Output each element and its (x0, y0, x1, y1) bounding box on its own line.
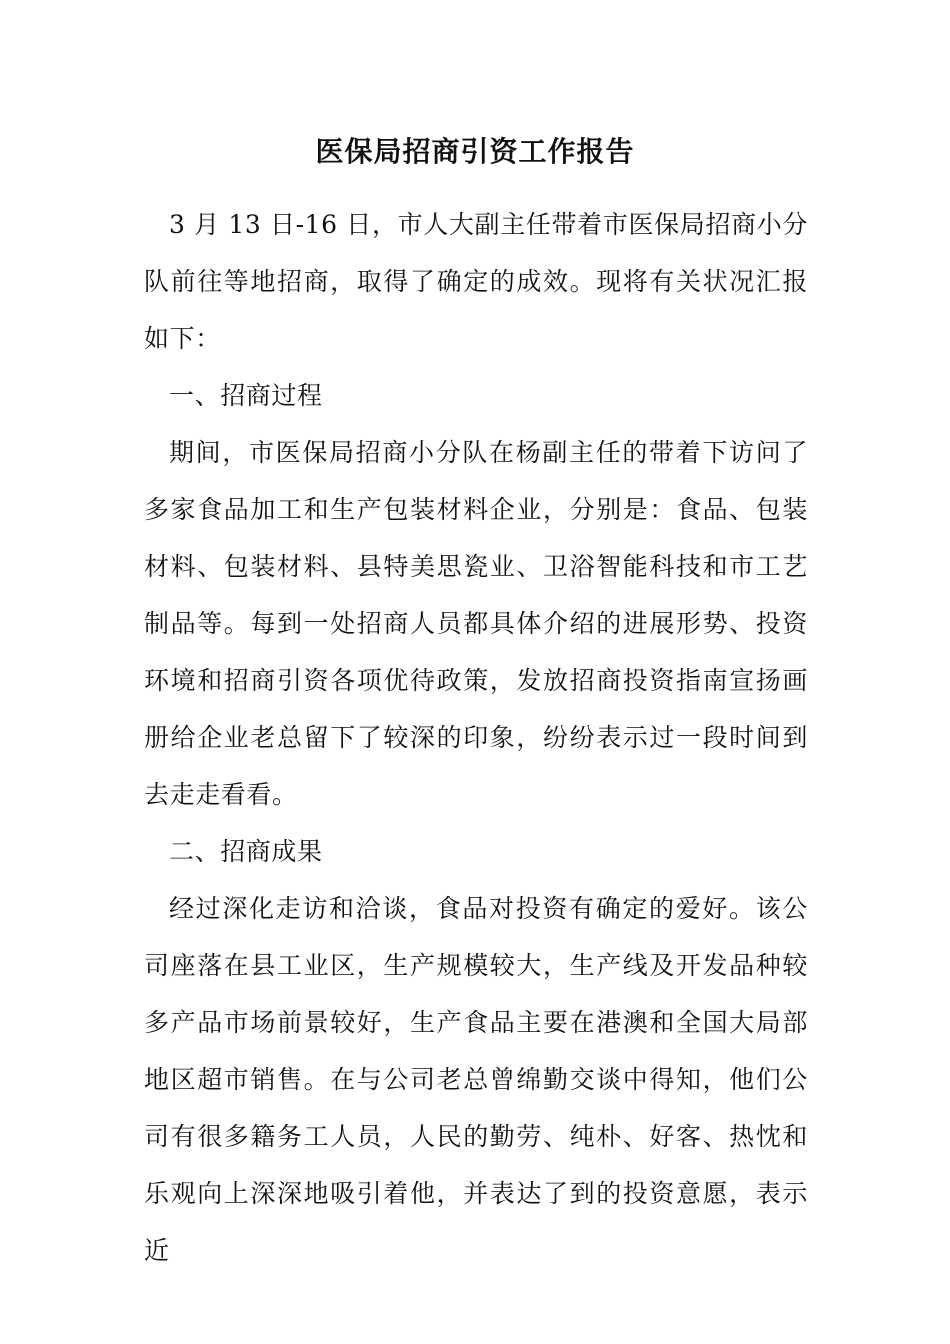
document-body (144, 196, 808, 1279)
paragraph-process: 期间，市医保局招商小分队在杨副主任的带着下访问了多家食品加工和生产包装材料企业，分别是：食品、包装材料、包装材料、县特美思瓷业、卫浴智能科技和市工艺制品等。每到一处招商人员都具体介绍的进展形势、投资环境和招商引资各项优待政策，发放招商投资指南宣扬画册给企业老总留下了较深的印象，纷纷表示过一段时间到去走走看看。 (144, 438, 808, 809)
section-heading-process: 一、招商过程 (169, 381, 323, 410)
document-title: 医保局招商引资工作报告 (315, 135, 635, 168)
paragraph-intro: 3 月 13 日-16 日，市人大副主任带着市医保局招商小分队前往等地招商，取得了确定的成效。现将有关状况汇报如下： (144, 210, 808, 353)
paragraph-results: 经过深化走访和洽谈，食品对投资有确定的爱好。该公司座落在县工业区，生产规模较大，生产线及开发品种较多产品市场前景较好，生产食品主要在港澳和全国大局部地区超市销售。在与公司老总曾绵勤交谈中得知，他们公司有很多籍务工人员，人民的勤劳、纯朴、好客、热忱和乐观向上深深地吸引着他，并表达了到的投资意愿，表示近 (144, 894, 808, 1265)
section-heading-results: 二、招商成果 (169, 837, 323, 866)
